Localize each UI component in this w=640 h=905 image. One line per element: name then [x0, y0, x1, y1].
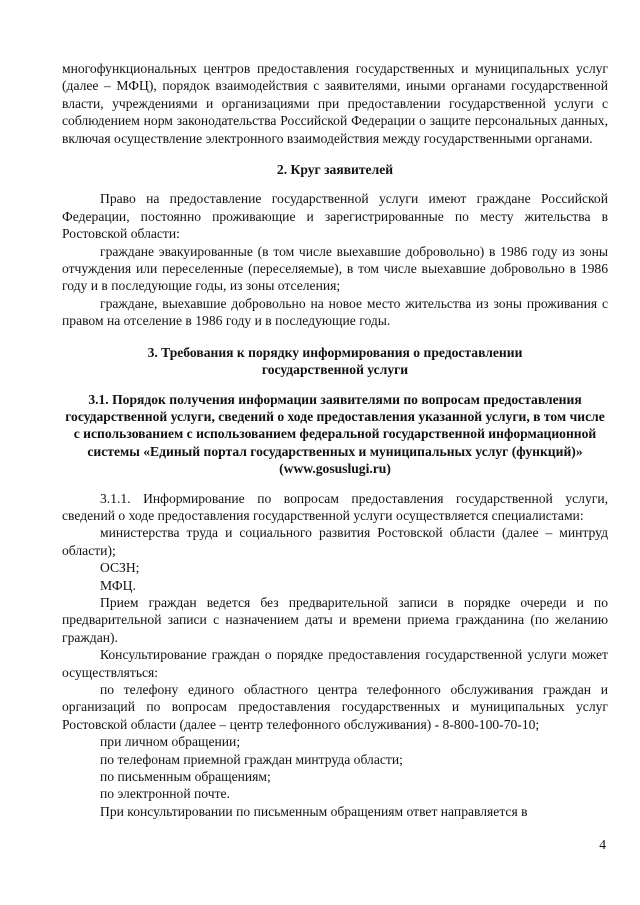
- page-body: [62, 60, 608, 820]
- section-3-paragraph-10: по письменным обращениям;: [100, 769, 271, 785]
- section-3-paragraph-5: Прием граждан ведется без предварительной записи в порядке очереди и по предварительной записи с назначением даты и времени приема гражданина (по желанию граждан).: [62, 594, 608, 645]
- section-3-title-line-2: государственной услуги: [261, 362, 409, 378]
- section-2-paragraph-2: граждане эвакуированные (в том числе выехавшие добровольно) в 1986 году из зоны отчуждения или переселенные (переселяемые), в том числе выехавшие добровольно в 1986 году и в последующие годы, из зоны отселения;: [62, 243, 608, 294]
- section-3-title: [62, 344, 608, 379]
- section-3-paragraph-1: 3.1.1. Информирование по вопросам предоставления государственной услуги, сведений о ходе предоставления государственной услуги осуществляется специалистами:: [62, 490, 608, 523]
- section-3-paragraph-9: по телефонам приемной граждан минтруда области;: [100, 751, 403, 767]
- section-3-paragraph-7: по телефону единого областного центра телефонного обслуживания граждан и организаций по вопросам предоставления государственных и муниципальных услуг Ростовской области (далее – центр телефонного обслуживания) - 8-800-100-70-10;: [62, 682, 608, 732]
- section-2-title: 2. Круг заявителей: [276, 162, 394, 178]
- section-3-paragraph-2: министерства труда и социального развития Ростовской области (далее – минтруд области);: [62, 525, 608, 558]
- section-3-paragraph-8: при личном обращении;: [100, 734, 241, 750]
- page-number: 4: [599, 837, 606, 852]
- intro-paragraph: многофункциональных центров предоставления государственных и муниципальных услуг (далее – МФЦ), порядок взаимодействия с заявителями, иными органами государственной власти, учреждениями и организациями при предоставлении государственной услуги с соблюдением норм законодательства Российской Федерации о защите персональных данных, включая осуществление электронного взаимодействия между государственными органами.: [62, 61, 608, 146]
- section-2-paragraph-3: граждане, выехавшие добровольно на новое место жительства из зоны проживания с правом на отселение в 1986 году и в последующие годы.: [62, 295, 608, 329]
- section-3-paragraph-3: ОСЗН;: [100, 560, 140, 576]
- section-3-paragraph-11: по электронной почте.: [100, 786, 230, 802]
- section-3-title-line-1: 3. Требования к порядку информирования о предоставлении: [147, 344, 523, 360]
- section-3-paragraph-4: МФЦ.: [100, 577, 136, 593]
- section-3-paragraph-12: При консультировании по письменным обращениям ответ направляется в: [100, 803, 528, 819]
- section-2-paragraph-1: Право на предоставление государственной услуги имеют граждане Российской Федерации, постоянно проживающие и зарегистрированные по месту жительства в Ростовской области:: [62, 191, 608, 242]
- subsection-3-1-title: 3.1. Порядок получения информации заявителями по вопросам предоставления государственной услуги, сведений о ходе предоставления указанной услуги, в том числе с использованием с использованием федеральной государственной информационной системы «Единый портал государственных и муниципальных услуг (функций)» (www.gosuslugi.ru): [65, 391, 605, 477]
- section-3-paragraph-6: Консультирование граждан о порядке предоставления государственной услуги может осуществляться:: [62, 647, 608, 680]
